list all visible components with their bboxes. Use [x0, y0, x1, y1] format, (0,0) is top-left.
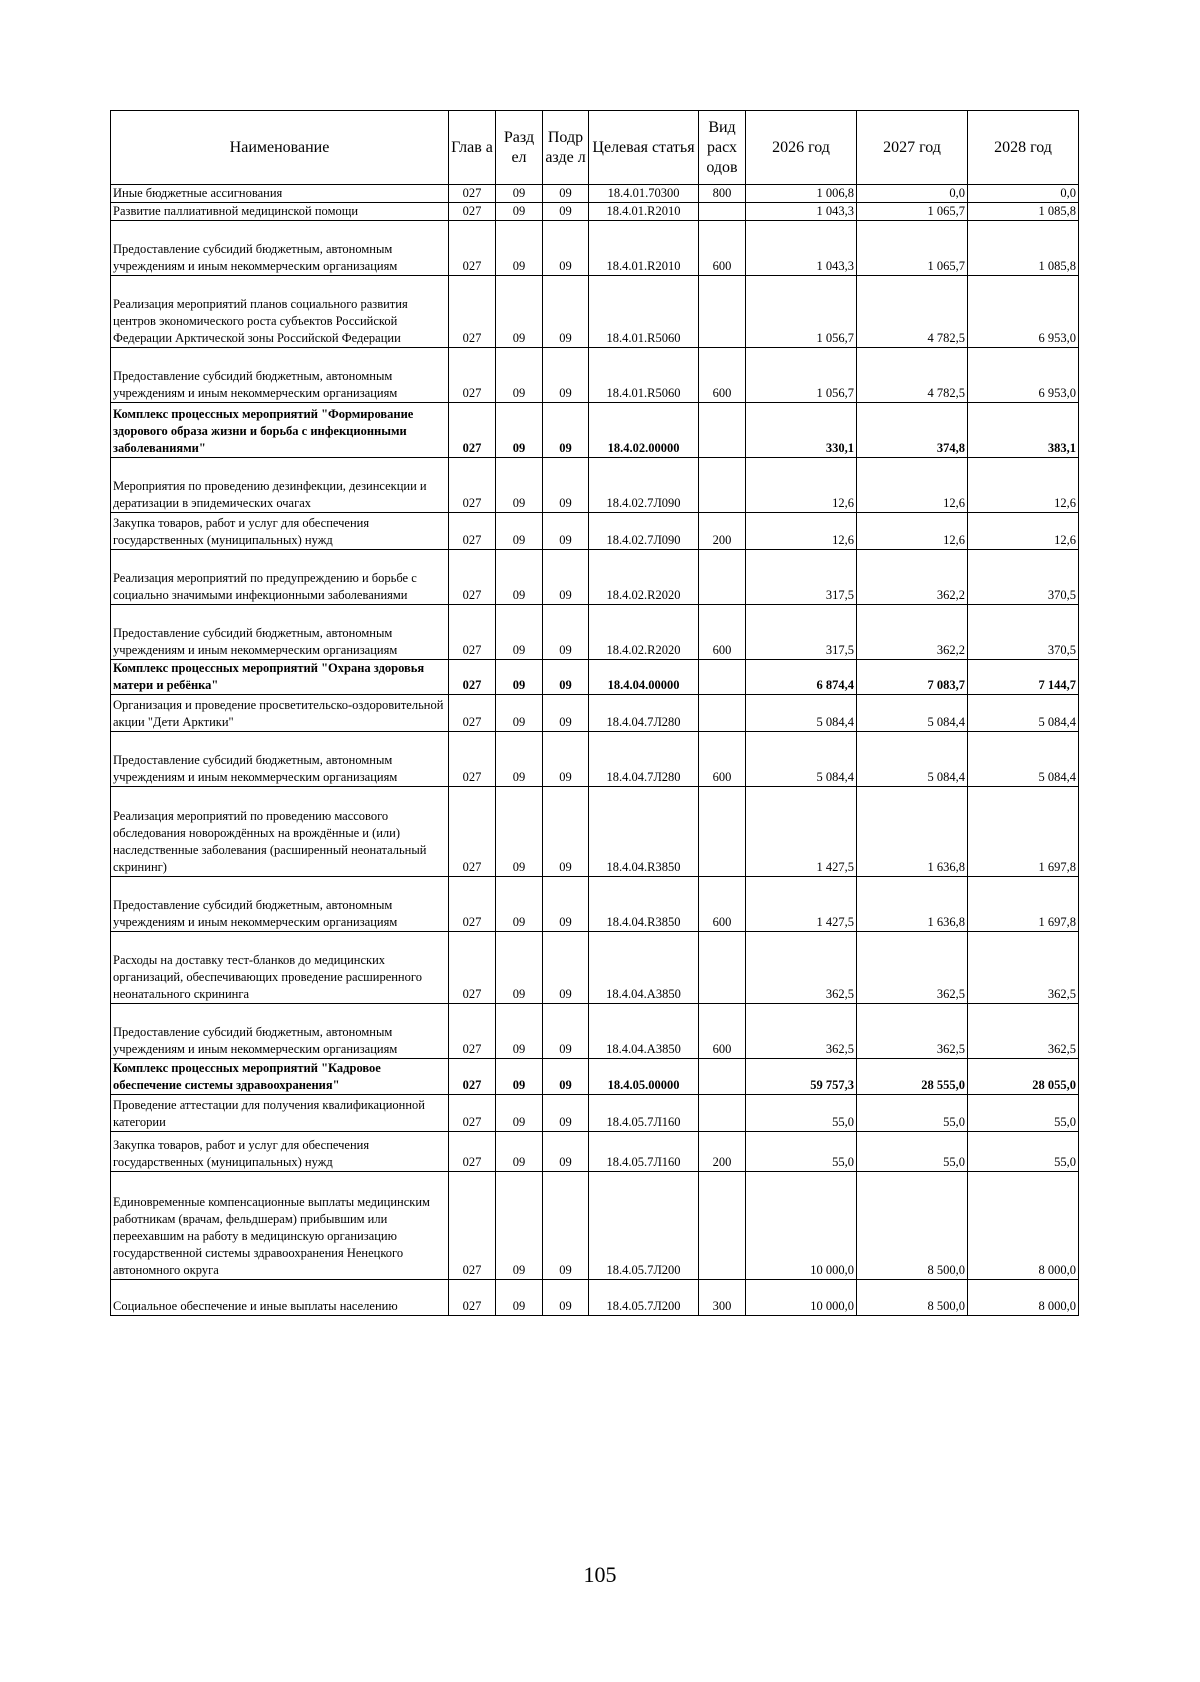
row-name: Предоставление субсидий бюджетным, автономным учреждениям и иным некоммерческим организациям: [111, 1004, 449, 1059]
row-2027: 12,6: [857, 513, 968, 550]
row-2026: 10 000,0: [746, 1172, 857, 1280]
row-glava: 027: [449, 1132, 496, 1172]
row-2028: 8 000,0: [968, 1280, 1079, 1316]
row-glava: 027: [449, 276, 496, 348]
row-2027: 55,0: [857, 1095, 968, 1132]
row-razdel: 09: [496, 513, 543, 550]
table-row: [111, 732, 1079, 787]
row-name: Реализация мероприятий по проведению массового обследования новорождённых на врождённые и (или) наследственные заболевания (расширенный неонатальный скрининг): [111, 787, 449, 877]
row-2026: 6 874,4: [746, 660, 857, 695]
row-name: Единовременные компенсационные выплаты медицинским работникам (врачам, фельдшерам) прибывшим или переехавшим на работу в медицинскую организацию государственной системы здравоохранения Ненецкого автономного округа: [111, 1172, 449, 1280]
row-2027: 362,2: [857, 605, 968, 660]
row-glava: 027: [449, 1095, 496, 1132]
row-statya: 18.4.05.7Л160: [589, 1132, 699, 1172]
row-podrazdel: 09: [543, 348, 589, 403]
row-vid: [699, 932, 746, 1004]
row-podrazdel: 09: [543, 1004, 589, 1059]
row-vid: 600: [699, 348, 746, 403]
row-vid: 600: [699, 605, 746, 660]
row-2028: 6 953,0: [968, 348, 1079, 403]
row-2027: 5 084,4: [857, 695, 968, 732]
row-razdel: 09: [496, 348, 543, 403]
row-2027: 362,2: [857, 550, 968, 605]
row-2028: 1 085,8: [968, 221, 1079, 276]
row-2028: 362,5: [968, 932, 1079, 1004]
table-row: [111, 203, 1079, 221]
row-name: Реализация мероприятий по предупреждению и борьбе с социально значимыми инфекционными заболеваниями: [111, 550, 449, 605]
row-podrazdel: 09: [543, 403, 589, 458]
row-vid: 600: [699, 1004, 746, 1059]
row-2028: 362,5: [968, 1004, 1079, 1059]
row-statya: 18.4.01.R5060: [589, 276, 699, 348]
row-2026: 55,0: [746, 1095, 857, 1132]
row-name: Комплекс процессных мероприятий "Охрана здоровья матери и ребёнка": [111, 660, 449, 695]
row-glava: 027: [449, 348, 496, 403]
row-2026: 317,5: [746, 605, 857, 660]
row-2028: 0,0: [968, 185, 1079, 203]
row-2027: 8 500,0: [857, 1172, 968, 1280]
row-2027: 12,6: [857, 458, 968, 513]
row-2027: 7 083,7: [857, 660, 968, 695]
header-podrazdel: Подр азде л: [543, 111, 589, 185]
row-2028: 28 055,0: [968, 1059, 1079, 1095]
header-glava: Глав а: [449, 111, 496, 185]
row-name: Предоставление субсидий бюджетным, автономным учреждениям и иным некоммерческим организациям: [111, 877, 449, 932]
row-vid: [699, 695, 746, 732]
row-2027: 1 065,7: [857, 221, 968, 276]
row-vid: 600: [699, 877, 746, 932]
row-2028: 7 144,7: [968, 660, 1079, 695]
row-2027: 362,5: [857, 1004, 968, 1059]
row-podrazdel: 09: [543, 932, 589, 1004]
row-podrazdel: 09: [543, 550, 589, 605]
row-razdel: 09: [496, 221, 543, 276]
row-statya: 18.4.05.7Л200: [589, 1172, 699, 1280]
row-name: Мероприятия по проведению дезинфекции, дезинсекции и дератизации в эпидемических очагах: [111, 458, 449, 513]
row-vid: [699, 1059, 746, 1095]
header-vid: Вид расх одов: [699, 111, 746, 185]
row-name: Организация и проведение просветительско-оздоровительной акции "Дети Арктики": [111, 695, 449, 732]
row-2028: 383,1: [968, 403, 1079, 458]
table-row: [111, 787, 1079, 877]
row-name: Расходы на доставку тест-бланков до медицинских организаций, обеспечивающих проведение расширенного неонатального скрининга: [111, 932, 449, 1004]
row-podrazdel: 09: [543, 877, 589, 932]
row-glava: 027: [449, 1172, 496, 1280]
row-statya: 18.4.02.7Л090: [589, 458, 699, 513]
row-razdel: 09: [496, 203, 543, 221]
row-name: Предоставление субсидий бюджетным, автономным учреждениям и иным некоммерческим организациям: [111, 732, 449, 787]
row-vid: 200: [699, 513, 746, 550]
row-2026: 330,1: [746, 403, 857, 458]
row-2028: 5 084,4: [968, 732, 1079, 787]
row-glava: 027: [449, 695, 496, 732]
row-podrazdel: 09: [543, 732, 589, 787]
row-2026: 1 043,3: [746, 203, 857, 221]
row-glava: 027: [449, 660, 496, 695]
table-row: [111, 605, 1079, 660]
row-2026: 55,0: [746, 1132, 857, 1172]
row-2026: 5 084,4: [746, 695, 857, 732]
row-statya: 18.4.02.00000: [589, 403, 699, 458]
row-2026: 1 006,8: [746, 185, 857, 203]
row-podrazdel: 09: [543, 605, 589, 660]
row-statya: 18.4.01.R2010: [589, 203, 699, 221]
row-name: Комплекс процессных мероприятий "Кадровое обеспечение системы здравоохранения": [111, 1059, 449, 1095]
row-glava: 027: [449, 550, 496, 605]
row-name: Предоставление субсидий бюджетным, автономным учреждениям и иным некоммерческим организациям: [111, 221, 449, 276]
row-2026: 362,5: [746, 1004, 857, 1059]
row-razdel: 09: [496, 877, 543, 932]
row-vid: [699, 660, 746, 695]
row-statya: 18.4.04.R3850: [589, 877, 699, 932]
table-row: [111, 1004, 1079, 1059]
row-vid: 200: [699, 1132, 746, 1172]
row-2028: 1 697,8: [968, 787, 1079, 877]
row-2028: 8 000,0: [968, 1172, 1079, 1280]
row-glava: 027: [449, 1059, 496, 1095]
row-glava: 027: [449, 185, 496, 203]
row-razdel: 09: [496, 660, 543, 695]
row-statya: 18.4.02.R2020: [589, 550, 699, 605]
row-2028: 12,6: [968, 458, 1079, 513]
row-2027: 4 782,5: [857, 348, 968, 403]
row-podrazdel: 09: [543, 276, 589, 348]
row-razdel: 09: [496, 185, 543, 203]
row-2027: 374,8: [857, 403, 968, 458]
row-vid: 600: [699, 732, 746, 787]
row-statya: 18.4.05.7Л160: [589, 1095, 699, 1132]
row-podrazdel: 09: [543, 1132, 589, 1172]
table-row: [111, 1280, 1079, 1316]
row-2028: 370,5: [968, 605, 1079, 660]
row-name: Проведение аттестации для получения квалификационной категории: [111, 1095, 449, 1132]
row-2026: 12,6: [746, 513, 857, 550]
header-2026: 2026 год: [746, 111, 857, 185]
row-statya: 18.4.05.7Л200: [589, 1280, 699, 1316]
row-razdel: 09: [496, 787, 543, 877]
row-vid: [699, 276, 746, 348]
row-2026: 1 043,3: [746, 221, 857, 276]
row-razdel: 09: [496, 276, 543, 348]
row-statya: 18.4.04.00000: [589, 660, 699, 695]
table-row: [111, 185, 1079, 203]
row-vid: [699, 787, 746, 877]
row-2027: 1 636,8: [857, 877, 968, 932]
row-vid: 300: [699, 1280, 746, 1316]
row-name: Закупка товаров, работ и услуг для обеспечения государственных (муниципальных) нужд: [111, 513, 449, 550]
row-2026: 1 056,7: [746, 348, 857, 403]
row-2027: 362,5: [857, 932, 968, 1004]
row-razdel: 09: [496, 1095, 543, 1132]
header-2027: 2027 год: [857, 111, 968, 185]
row-podrazdel: 09: [543, 1095, 589, 1132]
row-statya: 18.4.04.7Л280: [589, 732, 699, 787]
row-podrazdel: 09: [543, 660, 589, 695]
row-vid: [699, 550, 746, 605]
table-row: [111, 403, 1079, 458]
row-2026: 362,5: [746, 932, 857, 1004]
row-razdel: 09: [496, 1059, 543, 1095]
row-glava: 027: [449, 403, 496, 458]
row-razdel: 09: [496, 1132, 543, 1172]
row-2027: 4 782,5: [857, 276, 968, 348]
table-row: [111, 276, 1079, 348]
row-vid: [699, 403, 746, 458]
row-statya: 18.4.04.А3850: [589, 1004, 699, 1059]
table-row: [111, 550, 1079, 605]
row-statya: 18.4.04.7Л280: [589, 695, 699, 732]
row-2026: 317,5: [746, 550, 857, 605]
row-statya: 18.4.01.R5060: [589, 348, 699, 403]
row-statya: 18.4.01.R2010: [589, 221, 699, 276]
row-razdel: 09: [496, 932, 543, 1004]
row-glava: 027: [449, 458, 496, 513]
row-name: Комплекс процессных мероприятий "Формирование здорового образа жизни и борьба с инфекционными заболеваниями": [111, 403, 449, 458]
row-2028: 1 697,8: [968, 877, 1079, 932]
row-podrazdel: 09: [543, 1172, 589, 1280]
table-row: [111, 1132, 1079, 1172]
header-2028: 2028 год: [968, 111, 1079, 185]
row-name: Предоставление субсидий бюджетным, автономным учреждениям и иным некоммерческим организациям: [111, 348, 449, 403]
row-2028: 12,6: [968, 513, 1079, 550]
table-row: [111, 660, 1079, 695]
row-podrazdel: 09: [543, 513, 589, 550]
header-statya: Целевая статья: [589, 111, 699, 185]
row-statya: 18.4.02.R2020: [589, 605, 699, 660]
table-row: [111, 695, 1079, 732]
row-podrazdel: 09: [543, 203, 589, 221]
row-2028: 370,5: [968, 550, 1079, 605]
row-name: Предоставление субсидий бюджетным, автономным учреждениям и иным некоммерческим организациям: [111, 605, 449, 660]
table-row: [111, 877, 1079, 932]
row-2027: 1 065,7: [857, 203, 968, 221]
row-podrazdel: 09: [543, 695, 589, 732]
row-name: Реализация мероприятий планов социального развития центров экономического роста субъектов Российской Федерации Арктической зоны Российской Федерации: [111, 276, 449, 348]
row-2026: 1 056,7: [746, 276, 857, 348]
row-razdel: 09: [496, 732, 543, 787]
table-row: [111, 1172, 1079, 1280]
row-statya: 18.4.04.R3850: [589, 787, 699, 877]
row-glava: 027: [449, 221, 496, 276]
row-razdel: 09: [496, 605, 543, 660]
header-name: Наименование: [111, 111, 449, 185]
row-2027: 55,0: [857, 1132, 968, 1172]
row-glava: 027: [449, 877, 496, 932]
row-name: Закупка товаров, работ и услуг для обеспечения государственных (муниципальных) нужд: [111, 1132, 449, 1172]
row-vid: 600: [699, 221, 746, 276]
row-glava: 027: [449, 203, 496, 221]
row-2028: 5 084,4: [968, 695, 1079, 732]
table-row: [111, 1059, 1079, 1095]
row-statya: 18.4.04.А3850: [589, 932, 699, 1004]
row-razdel: 09: [496, 550, 543, 605]
table-row: [111, 1095, 1079, 1132]
row-podrazdel: 09: [543, 221, 589, 276]
table-row: [111, 221, 1079, 276]
row-glava: 027: [449, 1280, 496, 1316]
table-body: [111, 185, 1079, 1316]
row-vid: [699, 1095, 746, 1132]
row-razdel: 09: [496, 1004, 543, 1059]
row-2026: 10 000,0: [746, 1280, 857, 1316]
row-razdel: 09: [496, 1280, 543, 1316]
row-podrazdel: 09: [543, 1280, 589, 1316]
row-2027: 5 084,4: [857, 732, 968, 787]
row-glava: 027: [449, 932, 496, 1004]
row-2026: 12,6: [746, 458, 857, 513]
row-2028: 55,0: [968, 1095, 1079, 1132]
row-glava: 027: [449, 605, 496, 660]
row-razdel: 09: [496, 695, 543, 732]
row-statya: 18.4.02.7Л090: [589, 513, 699, 550]
row-2028: 55,0: [968, 1132, 1079, 1172]
row-podrazdel: 09: [543, 458, 589, 513]
row-razdel: 09: [496, 458, 543, 513]
row-vid: 800: [699, 185, 746, 203]
row-vid: [699, 458, 746, 513]
row-glava: 027: [449, 787, 496, 877]
table-row: [111, 348, 1079, 403]
row-razdel: 09: [496, 403, 543, 458]
row-name: Социальное обеспечение и иные выплаты населению: [111, 1280, 449, 1316]
row-podrazdel: 09: [543, 185, 589, 203]
row-2027: 1 636,8: [857, 787, 968, 877]
row-glava: 027: [449, 732, 496, 787]
row-podrazdel: 09: [543, 787, 589, 877]
row-podrazdel: 09: [543, 1059, 589, 1095]
row-glava: 027: [449, 513, 496, 550]
page-number: 105: [583, 1562, 617, 1587]
table-row: [111, 932, 1079, 1004]
row-2027: 8 500,0: [857, 1280, 968, 1316]
budget-table: [110, 110, 1079, 1316]
row-2027: 0,0: [857, 185, 968, 203]
row-2028: 6 953,0: [968, 276, 1079, 348]
row-glava: 027: [449, 1004, 496, 1059]
row-2026: 59 757,3: [746, 1059, 857, 1095]
row-statya: 18.4.05.00000: [589, 1059, 699, 1095]
table-row: [111, 513, 1079, 550]
row-name: Иные бюджетные ассигнования: [111, 185, 449, 203]
row-razdel: 09: [496, 1172, 543, 1280]
row-name: Развитие паллиативной медицинской помощи: [111, 203, 449, 221]
row-2027: 28 555,0: [857, 1059, 968, 1095]
table-header-row: [111, 111, 1079, 185]
row-2026: 1 427,5: [746, 877, 857, 932]
table-row: [111, 458, 1079, 513]
row-vid: [699, 1172, 746, 1280]
row-statya: 18.4.01.70300: [589, 185, 699, 203]
header-razdel: Разд ел: [496, 111, 543, 185]
row-2026: 5 084,4: [746, 732, 857, 787]
row-2028: 1 085,8: [968, 203, 1079, 221]
row-2026: 1 427,5: [746, 787, 857, 877]
row-vid: [699, 203, 746, 221]
